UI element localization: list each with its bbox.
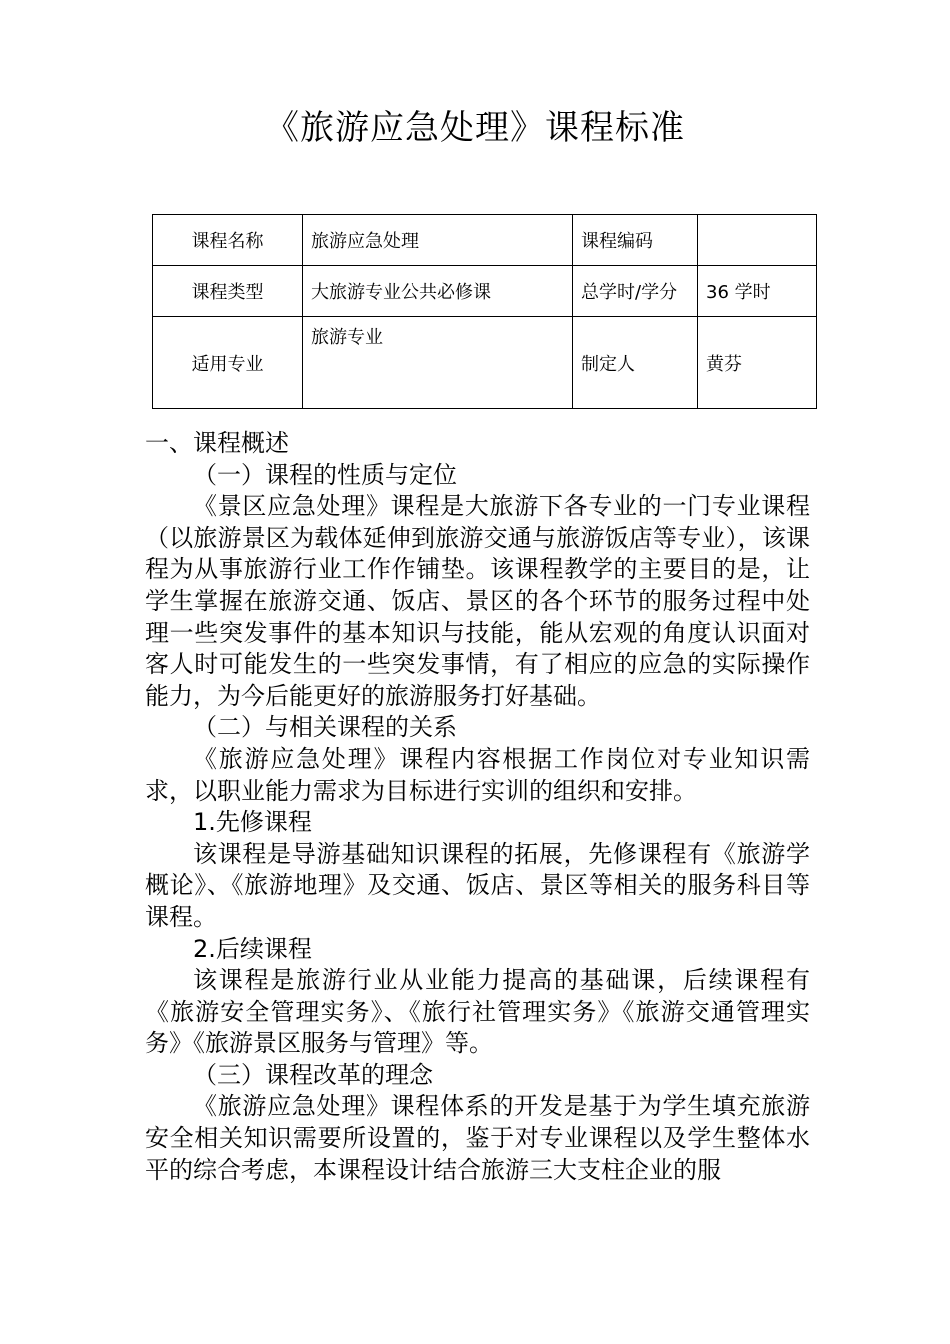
subsection-heading: 2.后续课程: [193, 934, 312, 963]
table-cell-value: 黄芬: [698, 317, 817, 409]
table-cell-label: 课程类型: [153, 266, 303, 317]
paragraph: 《景区应急处理》课程是大旅游下各专业的一门专业课程（以旅游景区为载体延伸到旅游交通与旅游饭店等专业），该课程为从事旅游行业工作作铺垫。该课程教学的主要目的是，让学生掌握在旅游交通、饭店、景区的各个环节的服务过程中处理一些突发事件的基本知识与技能，能从宏观的角度认识面对客人时可能发生的一些突发事情，有了相应的应急的实际操作能力，为今后能更好的旅游服务打好基础。: [145, 492, 810, 710]
table-cell-label: 课程名称: [153, 215, 303, 266]
course-info-table: [152, 214, 817, 409]
table-cell-label: 适用专业: [153, 317, 303, 409]
paragraph: 该课程是导游基础知识课程的拓展，先修课程有《旅游学概论》、《旅游地理》及交通、饭店、景区等相关的服务科目等课程。: [145, 839, 810, 931]
table-cell-label: 制定人: [573, 317, 698, 409]
subsection-heading: （三）课程改革的理念: [193, 1060, 433, 1089]
document-body: [145, 428, 810, 1186]
table-cell-value: 旅游应急处理: [303, 215, 573, 266]
table-cell-value: 大旅游专业公共必修课: [303, 266, 573, 317]
paragraph: 《旅游应急处理》课程体系的开发是基于为学生填充旅游安全相关知识需要所设置的，鉴于对专业课程以及学生整体水平的综合考虑，本课程设计结合旅游三大支柱企业的服: [145, 1092, 810, 1184]
table-row: [153, 215, 817, 266]
paragraph: 《旅游应急处理》课程内容根据工作岗位对专业知识需求，以职业能力需求为目标进行实训的组织和安排。: [145, 744, 810, 805]
subsection-heading: （一）课程的性质与定位: [193, 460, 457, 489]
table-row: [153, 266, 817, 317]
section-heading: 一、课程概述: [145, 429, 289, 457]
table-cell-value: [698, 215, 817, 266]
table-cell-label: 课程编码: [573, 215, 698, 266]
table-cell-value: 36 学时: [698, 266, 817, 317]
table-cell-label: 总学时/学分: [573, 266, 698, 317]
subsection-heading: （二）与相关课程的关系: [193, 713, 457, 742]
subsection-heading: 1.先修课程: [193, 808, 312, 837]
table-cell-value: 旅游专业: [303, 317, 573, 409]
paragraph: 该课程是旅游行业从业能力提高的基础课，后续课程有《旅游安全管理实务》、《旅行社管理实务》《旅游交通管理实务》《旅游景区服务与管理》等。: [145, 966, 810, 1058]
document-title: 《旅游应急处理》课程标准: [265, 108, 685, 148]
table-row: [153, 317, 817, 409]
